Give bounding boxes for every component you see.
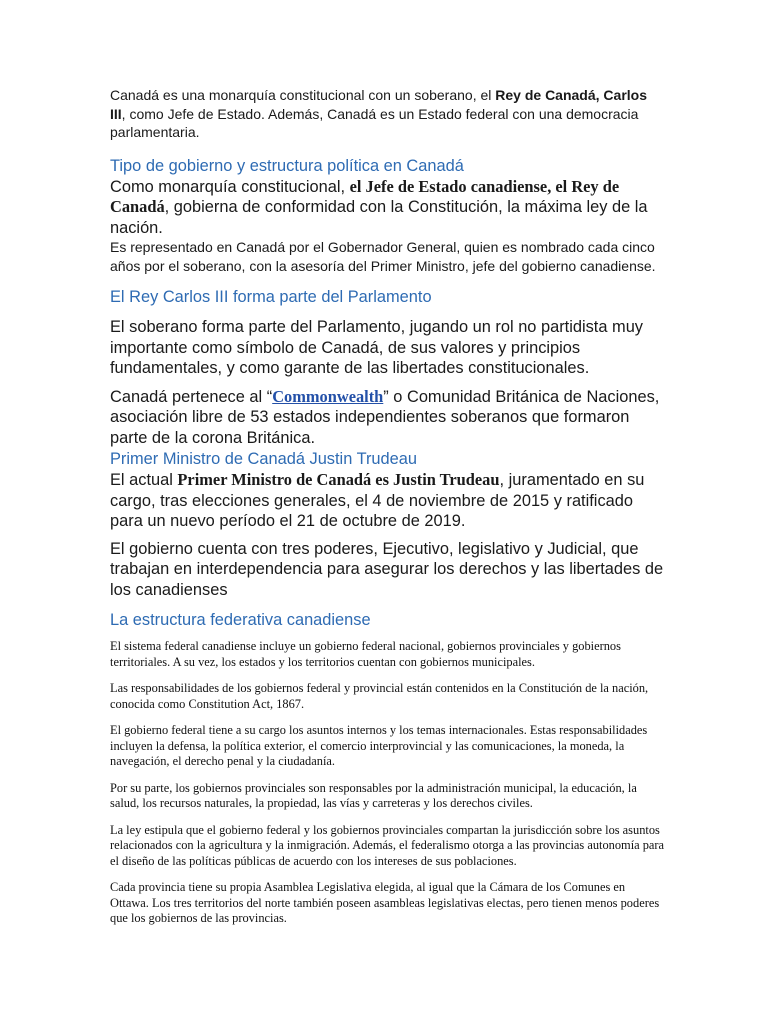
section1-p1-bold: el Jefe de Estado canadiense, el Rey de Canadá	[110, 176, 620, 216]
section-heading-government-type: Tipo de gobierno y estructura política en Canadá	[110, 156, 464, 175]
section3-p1-bold: Primer Ministro de Canadá es Justin Trudeau	[177, 470, 500, 489]
commonwealth-link[interactable]: Commonwealth	[272, 386, 384, 406]
federal-paragraph-4: Por su parte, los gobiernos provinciales son responsables por la administración municipal, la educación, la salud, los recursos naturales, la propiedad, las vías y carreteras y los derechos civiles.	[110, 780, 637, 810]
section1-p1-text-c: , gobierna de conformidad con la Constitución, la máxima ley de la nación.	[110, 198, 648, 237]
federal-paragraph-6: Cada provincia tiene su propia Asamblea Legislativa elegida, al igual que la Cámara de los Comunes en Ottawa. Los tres territorios del norte también poseen asambleas legislativas electas, pero tienen menos poderes que los gobiernos de las provincias.	[110, 880, 660, 925]
federal-paragraph-5: La ley estipula que el gobierno federal y los gobiernos provinciales compartan la jurisdicción sobre los asuntos relacionados con la agricultura y la inmigración. Además, el federalismo otorga a las provincias autonomía para el diseño de las políticas públicas de acuerdo con los intereses de sus poblaciones.	[110, 822, 665, 868]
federal-paragraph-1: El sistema federal canadiense incluye un gobierno federal nacional, gobiernos provinciales y gobiernos territoriales. A su vez, los estados y los territorios cuentan con gobiernos municipales.	[110, 639, 621, 669]
section3-p1-text-c: , juramentado en su cargo, tras elecciones generales, el 4 de noviembre de 2015 y ratificado para un nuevo período el 21 de octubre de 2019.	[110, 471, 645, 530]
section-heading-king-parliament: El Rey Carlos III forma parte del Parlamento	[110, 288, 432, 306]
section2-paragraph-1: El soberano forma parte del Parlamento, jugando un rol no partidista muy importante como símbolo de Canadá, de sus valores y principios fundamentales, y como garante de las libertades constitucionales.	[110, 318, 643, 377]
section1-p1-text-a: Como monarquía constitucional,	[110, 177, 350, 196]
section2-p2-text-b: ” o Comunidad Británica de Naciones, asociación libre de 53 estados independientes soberanos que formaron parte de la corona Británica.	[110, 387, 660, 447]
section2-p2-text-a: Canadá pertenece al “	[110, 387, 273, 406]
section1-paragraph-1	[110, 177, 665, 239]
section1-paragraph-2: Es representado en Canadá por el Gobernador General, quien es nombrado cada cinco años por el soberano, con la asesoría del Primer Ministro, jefe del gobierno canadiense.	[110, 239, 656, 274]
intro-paragraph	[110, 86, 665, 142]
intro-text-1: Canadá es una monarquía constitucional con un soberano, el	[110, 87, 496, 103]
section3-paragraph-1	[110, 470, 665, 532]
federal-paragraph-3: El gobierno federal tiene a su cargo los asuntos internos y los temas internacionales. Estas responsabilidades incluyen la defensa, la política exterior, el comercio interprovincial y las comunicaciones, la moneda, la navegación, el derecho penal y la ciudadanía.	[110, 723, 648, 768]
section-heading-federal-structure: La estructura federativa canadiense	[110, 611, 371, 629]
section3-p1-text-a: El actual	[110, 471, 178, 489]
federal-paragraph-2: Las responsabilidades de los gobiernos federal y provincial están contenidos en la Constitución de la nación, conocida como Constitution Act, 1867.	[110, 681, 649, 711]
section2-paragraph-2	[110, 387, 665, 449]
section3-paragraph-2: El gobierno cuenta con tres poderes, Ejecutivo, legislativo y Judicial, que trabajan en interdependencia para asegurar los derechos y las libertades de los canadienses	[110, 539, 664, 599]
document-page	[110, 86, 665, 927]
intro-bold-king: Rey de Canadá, Carlos III	[110, 87, 647, 122]
intro-text-2: , como Jefe de Estado. Además, Canadá es un Estado federal con una democracia parlamentaria.	[110, 105, 639, 140]
section-heading-prime-minister: Primer Ministro de Canadá Justin Trudeau	[110, 450, 418, 468]
